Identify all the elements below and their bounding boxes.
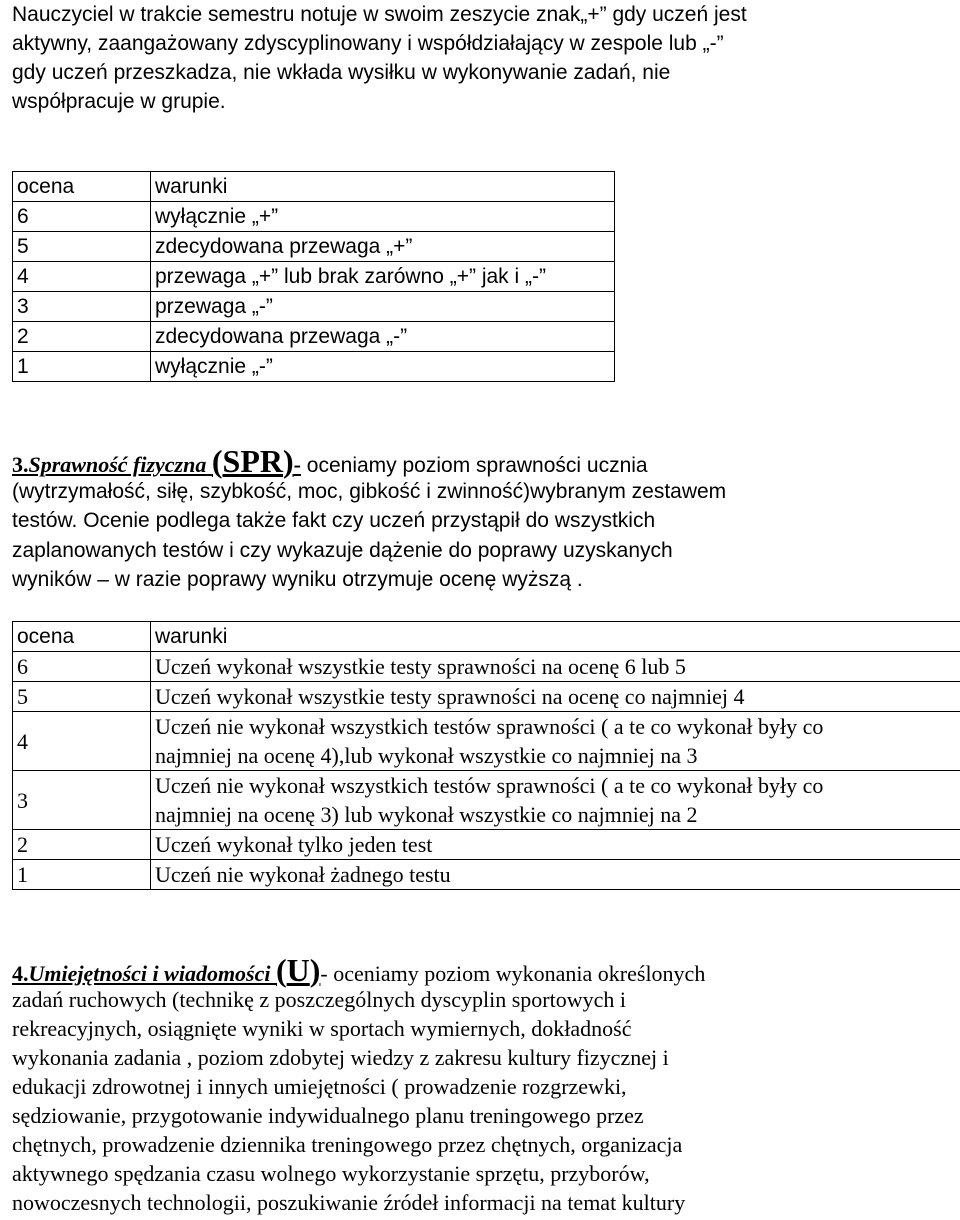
grade-cell: 4 bbox=[13, 262, 151, 292]
grade-cell: 4 bbox=[13, 712, 151, 771]
grade-cell: 6 bbox=[13, 652, 151, 682]
conditions-cell bbox=[151, 860, 960, 890]
conditions-cell: przewaga „+” lub brak zarówno „+” jak i „-” bbox=[151, 262, 615, 292]
section-3-number: 3. bbox=[12, 452, 29, 477]
conditions-cell: zdecydowana przewaga „-” bbox=[151, 322, 615, 352]
intro-line: aktywny, zaangażowany zdyscyplinowany i współdziałający w zespole lub „-” bbox=[12, 32, 724, 55]
grade-cell: 3 bbox=[13, 771, 151, 830]
table-header-row bbox=[13, 172, 615, 202]
intro-paragraph bbox=[12, 0, 747, 116]
section-4-line: chętnych, prowadzenie dziennika treningowego przez chętnych, organizacja bbox=[12, 1132, 683, 1157]
table-row bbox=[13, 202, 615, 232]
section-3-dash: - bbox=[293, 452, 301, 477]
table-grades-activity bbox=[12, 171, 615, 382]
table-row bbox=[13, 652, 960, 682]
table-grades-fitness bbox=[12, 621, 960, 890]
table-row bbox=[13, 232, 615, 262]
section-3-line: testów. Ocenie podlega także fakt czy uczeń przystąpił do wszystkich bbox=[12, 509, 656, 532]
intro-line: Nauczyciel w trakcie semestru notuje w swoim zeszycie znak„+” gdy uczeń jest bbox=[12, 3, 747, 26]
section-4-code: U bbox=[286, 952, 310, 988]
section-4-line: aktywnego spędzania czasu wolnego wykorzystanie sprzętu, przyborów, bbox=[12, 1161, 650, 1186]
grade-cell: 3 bbox=[13, 292, 151, 322]
section-3-heading-line bbox=[12, 443, 726, 479]
table-row bbox=[13, 830, 960, 860]
table-row bbox=[13, 322, 615, 352]
section-3-title: Sprawność fizyczna bbox=[28, 452, 207, 477]
section-4-line: nowoczesnych technologii, poszukiwanie źródeł informacji na temat kultury bbox=[12, 1190, 686, 1215]
column-header-conditions: warunki bbox=[151, 172, 615, 202]
section-4-first-line-rest: - oceniamy poziom wykonania określonych bbox=[320, 961, 706, 986]
table-row bbox=[13, 262, 615, 292]
section-3-line: (wytrzymałość, siłę, szybkość, moc, gibkość i zwinność)wybranym zestawem bbox=[12, 479, 727, 503]
table-row bbox=[13, 352, 615, 382]
conditions-cell bbox=[151, 771, 960, 830]
section-3-code: SPR bbox=[222, 443, 283, 479]
section-4-line: rekreacyjnych, osiągnięte wyniki w sportach wymiernych, dokładność bbox=[12, 1016, 632, 1041]
grade-cell: 6 bbox=[13, 202, 151, 232]
conditions-line: Uczeń nie wykonał wszystkich testów sprawności ( a te co wykonał były co bbox=[155, 714, 824, 739]
conditions-cell: wyłącznie „-” bbox=[151, 352, 615, 382]
grade-cell: 5 bbox=[13, 232, 151, 262]
grade-cell: 5 bbox=[13, 682, 151, 712]
section-4-line: edukacji zdrowotnej i innych umiejętności ( prowadzenie rozgrzewki, bbox=[12, 1074, 627, 1099]
conditions-line: Uczeń wykonał wszystkie testy sprawności na ocenę co najmniej 4 bbox=[155, 684, 745, 709]
table-row bbox=[13, 682, 960, 712]
table-row bbox=[13, 860, 960, 890]
section-3-code-open: ( bbox=[211, 443, 223, 479]
table-row bbox=[13, 712, 960, 771]
section-3-line: zaplanowanych testów i czy wykazuje dążenie do poprawy uzyskanych bbox=[12, 538, 673, 562]
section-3-line: wyników – w razie poprawy wyniku otrzymuje ocenę wyższą . bbox=[12, 568, 583, 591]
conditions-cell: przewaga „-” bbox=[151, 292, 615, 322]
section-4-line: wykonania zadania , poziom zdobytej wiedzy z zakresu kultury fizycznej i bbox=[12, 1045, 669, 1070]
conditions-cell bbox=[151, 830, 960, 860]
column-header-grade: ocena bbox=[13, 172, 151, 202]
column-header-conditions: warunki bbox=[151, 622, 960, 652]
intro-line: gdy uczeń przeszkadza, nie wkłada wysiłku w wykonywanie zadań, nie bbox=[12, 61, 671, 84]
conditions-cell bbox=[151, 652, 960, 682]
section-4-line: sędziowanie, przygotowanie indywidualnego planu treningowego przez bbox=[12, 1103, 644, 1128]
grade-cell: 2 bbox=[13, 322, 151, 352]
conditions-line: Uczeń wykonał tylko jeden test bbox=[155, 832, 433, 857]
conditions-line: Uczeń wykonał wszystkie testy sprawności na ocenę 6 lub 5 bbox=[155, 654, 686, 679]
grade-cell: 1 bbox=[13, 860, 151, 890]
column-header-grade: ocena bbox=[13, 622, 151, 652]
table-row bbox=[13, 771, 960, 830]
section-4-code-close: ) bbox=[309, 952, 321, 988]
grade-cell: 2 bbox=[13, 830, 151, 860]
conditions-line: Uczeń nie wykonał wszystkich testów sprawności ( a te co wykonał były co bbox=[155, 773, 824, 798]
section-4-paragraph bbox=[12, 952, 706, 1217]
section-4-line: zadań ruchowych (technikę z poszczególnych dyscyplin sportowych i bbox=[12, 987, 626, 1012]
conditions-cell: zdecydowana przewaga „+” bbox=[151, 232, 615, 262]
section-3-first-line-rest: oceniamy poziom sprawności ucznia bbox=[300, 454, 648, 477]
table-header-row bbox=[13, 622, 960, 652]
conditions-line: najmniej na ocenę 4),lub wykonał wszystkie co najmniej na 3 bbox=[155, 743, 698, 768]
conditions-cell bbox=[151, 712, 960, 771]
section-4-code-open: ( bbox=[276, 952, 287, 988]
conditions-cell: wyłącznie „+” bbox=[151, 202, 615, 232]
section-3-code-close: ) bbox=[282, 443, 294, 479]
table-row bbox=[13, 292, 615, 322]
section-4-heading-line bbox=[12, 952, 706, 988]
section-4-number: 4. bbox=[12, 961, 29, 986]
conditions-line: Uczeń nie wykonał żadnego testu bbox=[155, 862, 451, 887]
section-3-paragraph bbox=[12, 443, 727, 595]
section-4-title: Umiejętności i wiadomości bbox=[28, 961, 271, 986]
grade-cell: 1 bbox=[13, 352, 151, 382]
conditions-line: najmniej na ocenę 3) lub wykonał wszystkie co najmniej na 2 bbox=[155, 802, 698, 827]
conditions-cell bbox=[151, 682, 960, 712]
intro-line: współpracuje w grupie. bbox=[12, 90, 226, 113]
